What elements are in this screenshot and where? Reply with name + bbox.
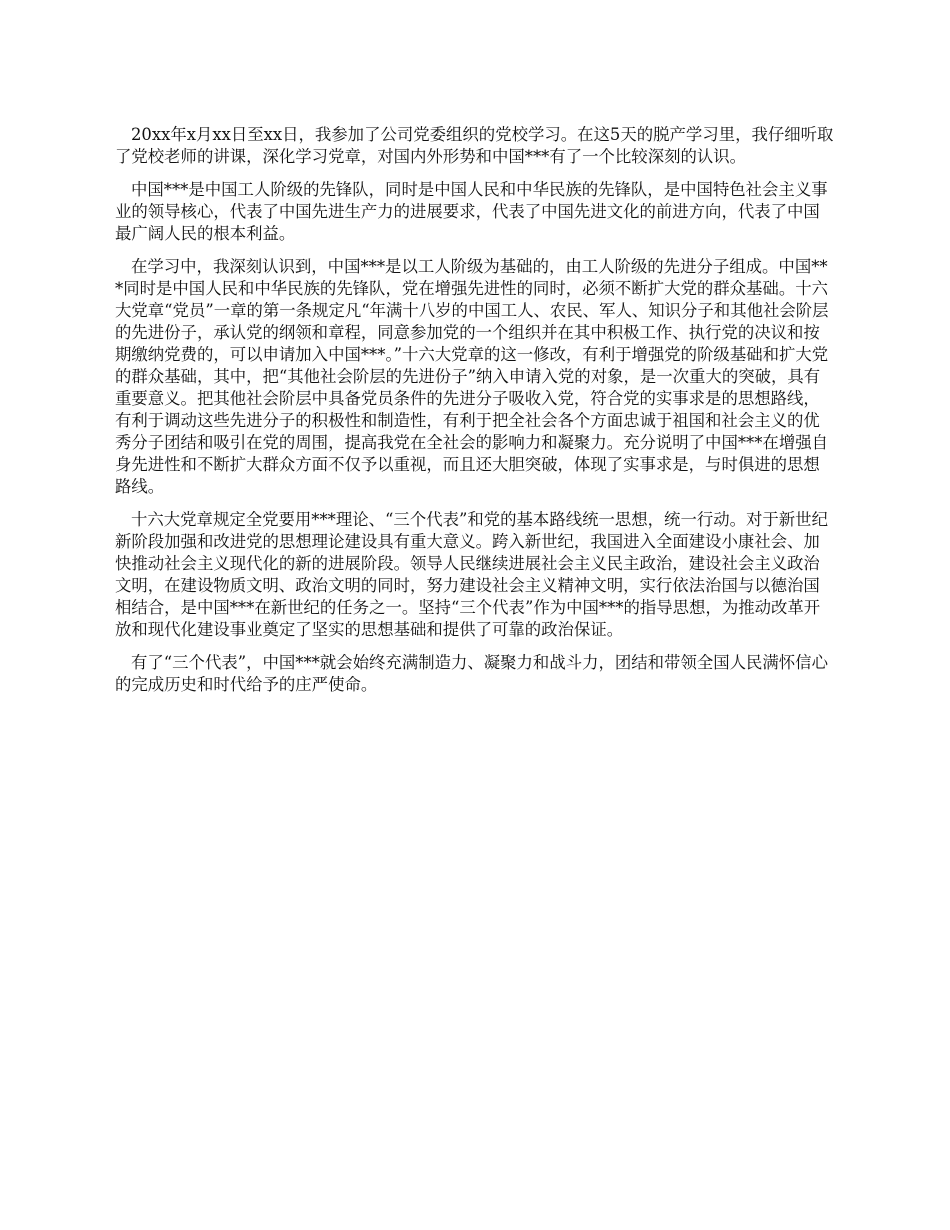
paragraph-3: 在学习中，我深刻认识到，中国***是以工人阶级为基础的，由工人阶级的先进分子组成。中国***同时是中国人民和中华民族的先锋队，党在增强先进性的同时，必须不断扩大党的群众基础。十六大党章“党员”一章的第一条规定凡“年满十八岁的中国工人、农民、军人、知识分子和其他社会阶层的先进份子，承认党的纲领和章程，同意参加党的一个组织并在其中积极工作、执行党的决议和按期缴纳党费的，可以申请加入中国***。”十六大党章的这一修改，有利于增强党的阶级基础和扩大党的群众基础，其中，把“其他社会阶层的先进份子”纳入申请入党的对象，是一次重大的突破，具有重要意义。把其他社会阶层中具备党员条件的先进分子吸收入党，符合党的实事求是的思想路线，有利于调动这些先进分子的积极性和制造性，有利于把全社会各个方面忠诚于祖国和社会主义的优秀分子团结和吸引在党的周围，提高我党在全社会的影响力和凝聚力。充分说明了中国***在增强自身先进性和不断扩大群众方面不仅予以重视，而且还大胆突破，体现了实事求是，与时俱进的思想路线。: [115, 257, 829, 496]
paragraph-1: 20xx年x月xx日至xx日，我参加了公司党委组织的党校学习。在这5天的脱产学习里，我仔细听取了党校老师的讲课，深化学习党章，对国内外形势和中国***有了一个比较深刻的认识。: [115, 125, 834, 166]
document-body: [115, 124, 835, 707]
paragraph-4: 十六大党章规定全党要用***理论、“三个代表”和党的基本路线统一思想，统一行动。对于新世纪新阶段加强和改进党的思想理论建设具有重大意义。跨入新世纪，我国进入全面建设小康社会、加快推动社会主义现代化的新的进展阶段。领导人民继续进展社会主义民主政治，建设社会主义政治文明，在建设物质文明、政治文明的同时，努力建设社会主义精神文明，实行依法治国与以德治国相结合，是中国***在新世纪的任务之一。坚持“三个代表”作为中国***的指导思想，为推动改革开放和现代化建设事业奠定了坚实的思想基础和提供了可靠的政治保证。: [115, 510, 828, 639]
paragraph-5: 有了“三个代表”，中国***就会始终充满制造力、凝聚力和战斗力，团结和带领全国人民满怀信心的完成历史和时代给予的庄严使命。: [115, 653, 828, 694]
paragraph-2: 中国***是中国工人阶级的先锋队，同时是中国人民和中华民族的先锋队，是中国特色社会主义事业的领导核心，代表了中国先进生产力的进展要求，代表了中国先进文化的前进方向，代表了中国最广阔人民的根本利益。: [115, 180, 828, 243]
